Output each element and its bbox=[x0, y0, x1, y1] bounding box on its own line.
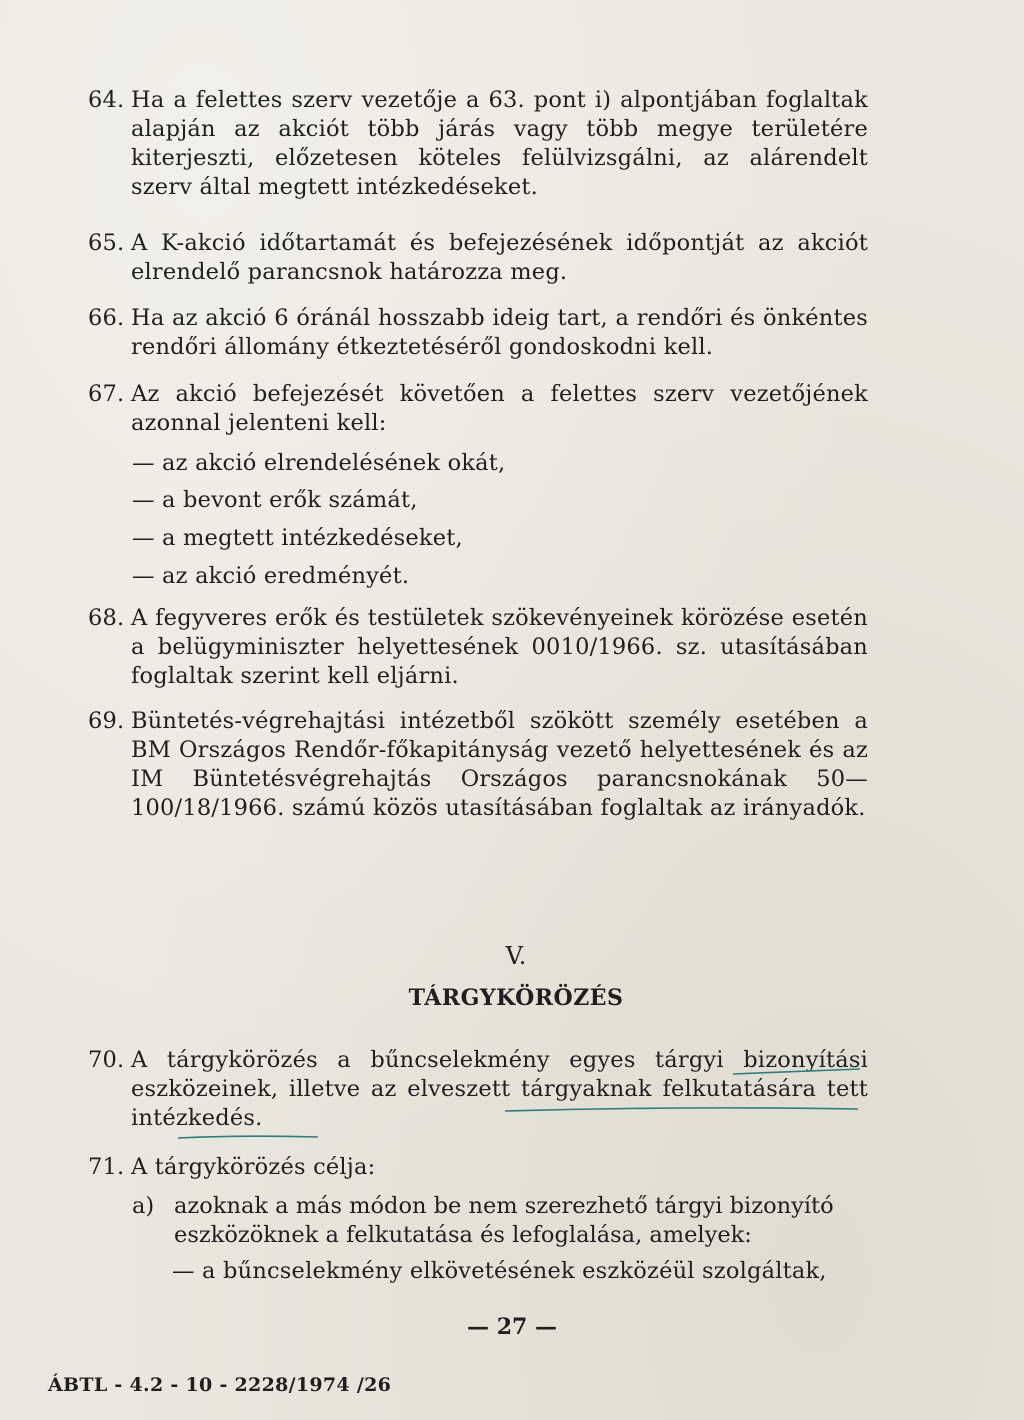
paragraph-text: Büntetés-végrehajtási intézetből szökött személy esetében a BM Országos Rendőr-főkapitányság vezető helyettesének és az IM Büntetésvégrehajtás Országos parancsnokának 50—100/18/1966. számú közös utasításában foglaltak az irányadók. bbox=[131, 708, 868, 821]
list-item: — a megtett intézkedéseket, bbox=[132, 525, 463, 551]
paragraph-text: Az akció befejezését követően a felettes szerv vezetőjének azonnal jelenteni kell: bbox=[131, 381, 868, 436]
list-item: — az akció elrendelésének okát, bbox=[132, 450, 506, 476]
pen-underline bbox=[178, 1136, 318, 1138]
paragraph-number: 71. bbox=[88, 1154, 125, 1180]
section-number: V. bbox=[505, 942, 527, 970]
paragraph-text: A tárgykörözés a bűncselekmény egyes tárgyi bizonyítási eszközeinek, illetve az elveszett tárgyaknak felkutatására tett intézkedés. bbox=[131, 1047, 868, 1131]
paragraph-text: Ha az akció 6 óránál hosszabb ideig tart, a rendőri és önkéntes rendőri állomány étkeztetéséről gondoskodni kell. bbox=[131, 305, 868, 360]
archive-reference: ÁBTL - 4.2 - 10 - 2228/1974 /26 bbox=[48, 1374, 392, 1396]
paragraph-70 bbox=[88, 1046, 868, 1133]
page-number: — 27 — bbox=[467, 1314, 557, 1340]
paragraph-67 bbox=[88, 380, 868, 438]
section-title: TÁRGYKÖRÖZÉS bbox=[408, 985, 624, 1011]
paragraph-text: A fegyveres erők és testületek szökevényeinek körözése esetén a belügyminiszter helyettesének 0010/1966. sz. utasításában foglaltak szerint kell eljárni. bbox=[131, 605, 868, 689]
paragraph-65 bbox=[88, 229, 868, 287]
paragraph-64 bbox=[88, 86, 868, 202]
paragraph-66 bbox=[88, 304, 868, 362]
sub-list-item: — a bűncselekmény elkövetésének eszközéül szolgáltak, bbox=[172, 1258, 827, 1284]
paragraph-71 bbox=[88, 1153, 868, 1182]
paragraph-68 bbox=[88, 604, 868, 691]
list-item: — az akció eredményét. bbox=[132, 563, 410, 589]
paragraph-number: 70. bbox=[88, 1047, 125, 1073]
paragraph-69 bbox=[88, 707, 868, 823]
list-item: — a bevont erők számát, bbox=[132, 487, 418, 513]
paragraph-text: A K-akció időtartamát és befejezésének időpontját az akciót elrendelő parancsnok határozza meg. bbox=[131, 230, 868, 285]
sub-item-text: azoknak a más módon be nem szerezhető tárgyi bizonyító eszközöknek a felkutatása és lefoglalása, amelyek: bbox=[174, 1193, 834, 1248]
paragraph-text: A tárgykörözés célja: bbox=[131, 1154, 376, 1180]
paragraph-number: 64. bbox=[88, 87, 125, 113]
sub-item-a bbox=[132, 1192, 872, 1250]
paragraph-number: 65. bbox=[88, 230, 125, 256]
paragraph-number: 66. bbox=[88, 305, 125, 331]
sub-item-letter: a) bbox=[132, 1193, 155, 1219]
paragraph-text: Ha a felettes szerv vezetője a 63. pont i) alpontjában foglaltak alapján az akciót több járás vagy több megye területére kiterjeszti, előzetesen köteles felülvizsgálni, az alárendelt szerv által megtett intézkedéseket. bbox=[131, 87, 868, 200]
paragraph-number: 67. bbox=[88, 381, 125, 407]
paragraph-number: 68. bbox=[88, 605, 125, 631]
paragraph-number: 69. bbox=[88, 708, 125, 734]
